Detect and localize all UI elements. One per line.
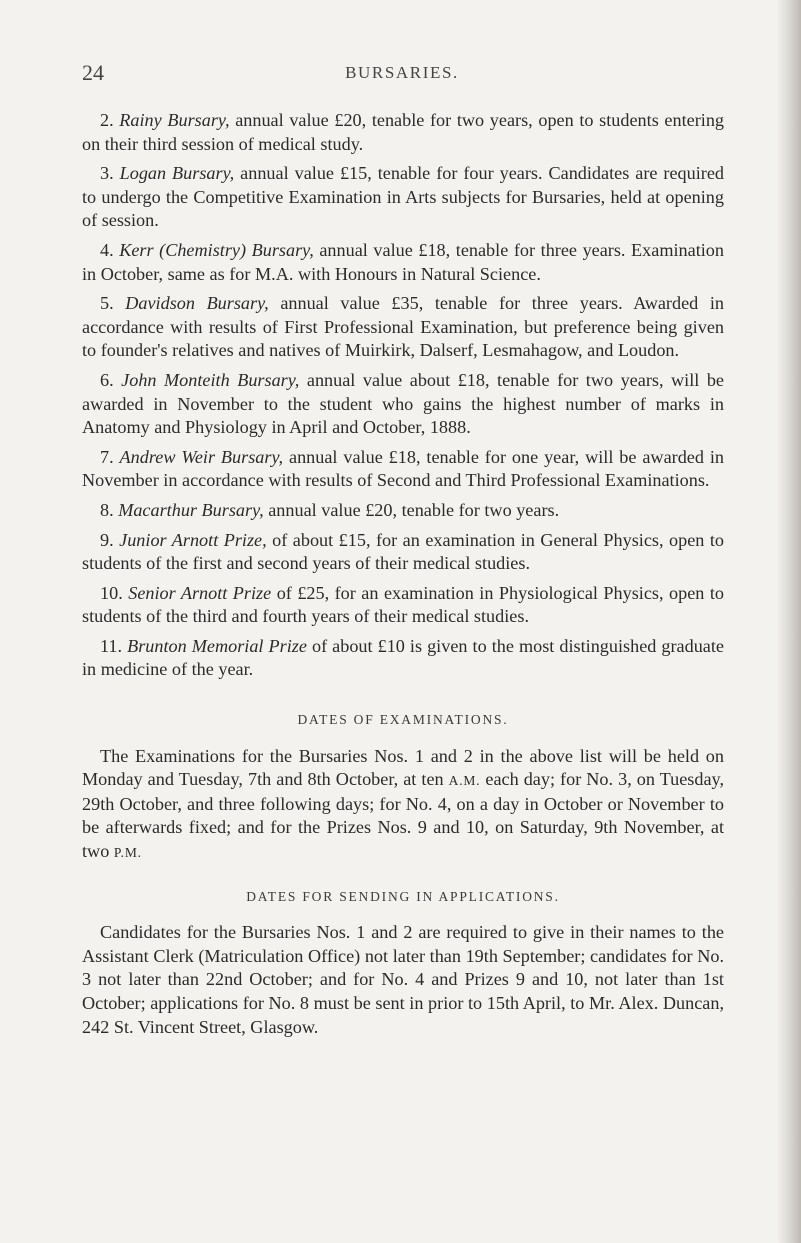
bursary-item: [82, 292, 724, 363]
bursary-item: [82, 529, 724, 576]
page-header: [82, 60, 722, 84]
bursary-item: [82, 162, 724, 233]
bursary-item: [82, 635, 724, 682]
bursary-number: 9.: [100, 529, 114, 550]
bursary-item: [82, 582, 724, 629]
bursary-description: annual value £15, tenable for four years. Candidates are required to undergo the Competitive Examination in Arts subjects for Bursaries, held at opening of session.: [82, 163, 725, 231]
bursary-description: annual value £18, tenable for one year, will be awarded in November in accordance with results of Second and Third Professional Examinations.: [82, 446, 725, 491]
bursary-number: 6.: [100, 369, 114, 390]
bursary-name: Davidson Bursary,: [125, 293, 269, 314]
bursary-name: Junior Arnott Prize,: [119, 529, 267, 550]
bursary-list: [82, 109, 724, 682]
bursary-item: [82, 499, 724, 523]
page-edge-shadow: [777, 0, 801, 1243]
pm-abbreviation: P.M.: [113, 845, 142, 861]
running-title: BURSARIES.: [345, 63, 459, 82]
bursary-description: annual value £18, tenable for three years. Examination in October, same as for M.A. with Honours in Natural Science.: [82, 239, 724, 284]
bursary-name: Macarthur Bursary,: [118, 499, 264, 520]
bursary-name: Senior Arnott Prize: [128, 582, 272, 603]
bursary-number: 8.: [100, 499, 114, 520]
bursary-description: of about £10 is given to the most distinguished graduate in medicine of the year.: [82, 635, 725, 680]
page-body: [82, 109, 724, 1039]
bursary-name: Andrew Weir Bursary,: [119, 446, 284, 467]
bursary-number: 4.: [100, 239, 114, 260]
bursary-description: annual value about £18, tenable for two years, will be awarded in November to the student who gains the highest number of marks in Anatomy and Physiology in April and October, 1888.: [82, 369, 724, 438]
bursary-number: 7.: [100, 446, 114, 467]
bursary-item: [82, 369, 724, 440]
exam-dates-paragraph: The Examinations for the Bursaries Nos. 1 and 2 in the above list will be held on Monday and Tuesday, 7th and 8th October, at ten A.M. each day; for No. 3, on Tuesday, 29th October, and three following days; for No. 4, on a day in October or November to be afterwards fixed; and for the Prizes Nos. 9 and 10, on Saturday, 9th November, at two P.M.: [82, 745, 724, 862]
bursary-number: 10.: [100, 582, 123, 603]
bursary-name: Brunton Memorial Prize: [127, 635, 307, 656]
bursary-number: 5.: [100, 293, 114, 314]
bursary-description: of about £15, for an examination in General Physics, open to students of the first and second years of their medical studies.: [82, 529, 724, 574]
applications-paragraph: Candidates for the Bursaries Nos. 1 and 2 are required to give in their names to the Assistant Clerk (Matriculation Office) not later than 19th September; candidates for No. 3 not later than 22nd October; and for No. 4 and Prizes 9 and 10, not later than 1st October; applications for No. 8 must be sent in prior to 15th April, to Mr. Alex. Duncan, 242 St. Vincent Street, Glasgow.: [82, 922, 724, 1037]
bursary-description: annual value £20, tenable for two years, open to students entering on their third session of medical study.: [82, 110, 725, 154]
bursary-description: of £25, for an examination in Physiological Physics, open to students of the third and fourth years of their medical studies.: [82, 582, 725, 627]
bursary-description: annual value £35, tenable for three years. Awarded in accordance with results of First Professional Examination, but preference being given to founder's relatives and natives of Muirkirk, Dalserf, Lesmahagow, and Loudon.: [82, 293, 725, 361]
bursary-number: 3.: [100, 163, 114, 184]
section-title-applications: DATES FOR SENDING IN APPLICATIONS.: [246, 888, 560, 904]
page-number: 24: [82, 60, 104, 85]
bursary-name: Kerr (Chemistry) Bursary,: [119, 239, 314, 260]
bursary-item: [82, 446, 724, 493]
bursary-item: [82, 239, 724, 286]
bursary-number: 11.: [100, 635, 123, 656]
section-title-exam-dates: DATES OF EXAMINATIONS.: [297, 712, 509, 728]
bursary-number: 2.: [100, 110, 114, 130]
bursary-name: John Monteith Bursary,: [121, 369, 300, 390]
bursary-item: [82, 109, 724, 156]
bursary-description: annual value £20, tenable for two years.: [268, 499, 560, 520]
am-abbreviation: A.M.: [448, 773, 481, 789]
bursary-name: Rainy Bursary,: [119, 110, 230, 130]
bursary-name: Logan Bursary,: [119, 163, 235, 184]
